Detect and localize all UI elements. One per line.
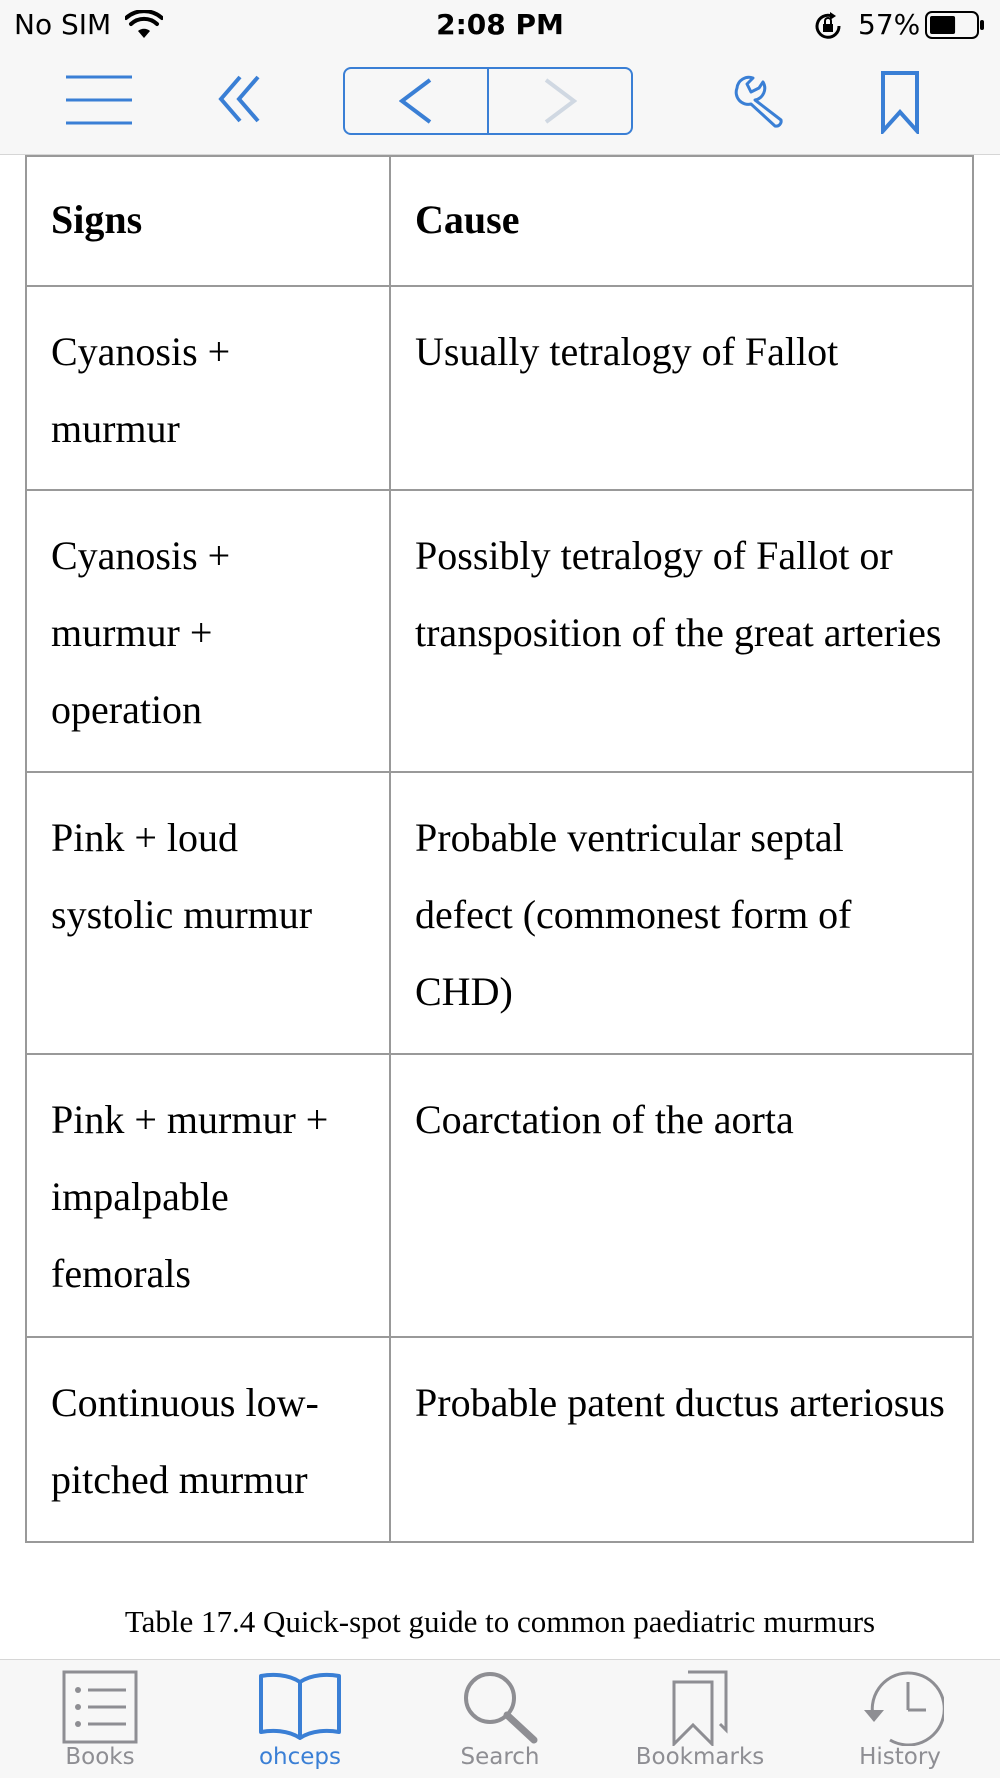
tab-label: ohceps [258,1744,342,1770]
table-row [26,286,973,490]
signs-cell: Pink + loud systolic murmur [26,772,390,1054]
status-bar [0,0,1000,50]
rotation-lock-icon [812,10,844,42]
page-navigation-control [343,67,633,135]
cause-cell: Possibly tetralogy of Fallot or transposition of the great arteries [390,490,973,772]
bookmark-icon[interactable] [880,70,920,134]
tab-label: Books [65,1744,135,1770]
tab-label: History [859,1744,941,1770]
column-header-cause: Cause [390,156,973,286]
menu-icon[interactable] [66,74,132,126]
bookmarks-icon [670,1670,730,1746]
cause-cell: Probable ventricular septal defect (commonest form of CHD) [390,772,973,1054]
table-row [26,490,973,772]
tab-ohceps[interactable] [200,1660,400,1778]
murmurs-table [25,155,974,1543]
top-toolbar [0,50,1000,155]
signs-cell: Pink + murmur + impalpable femorals [26,1054,390,1337]
clock-time: 2:08 PM [436,8,564,41]
tab-bookmarks[interactable] [600,1660,800,1778]
tab-history[interactable] [800,1660,1000,1778]
bottom-tab-bar [0,1659,1000,1778]
tab-label: Bookmarks [635,1744,765,1770]
signs-cell: Continuous low-pitched murmur [26,1337,390,1542]
battery-percentage: 57% [858,8,921,41]
carrier-label: No SIM [14,8,112,41]
signs-cell: Cyanosis + murmur [26,286,390,490]
double-chevron-left-icon[interactable] [218,74,262,124]
table-caption: Table 17.4 Quick-spot guide to common paediatric murmurs [124,1604,876,1639]
cause-cell: Usually tetralogy of Fallot [390,286,973,490]
clock-icon [856,1670,944,1746]
next-page-button[interactable] [487,69,631,133]
cause-cell: Probable patent ductus arteriosus [390,1337,973,1542]
wrench-icon[interactable] [733,74,789,130]
tab-search[interactable] [400,1660,600,1778]
chevron-left-icon [399,78,433,124]
battery-icon [925,11,985,39]
cause-cell: Coarctation of the aorta [390,1054,973,1337]
signs-cell: Cyanosis + murmur + operation [26,490,390,772]
chevron-right-icon [543,78,577,124]
magnifier-icon [462,1670,538,1744]
tab-books[interactable] [0,1660,200,1778]
tab-label: Search [460,1744,540,1770]
table-header-row [26,156,973,286]
list-icon [62,1670,138,1744]
previous-page-button[interactable] [345,69,487,133]
table-row [26,772,973,1054]
open-book-icon [258,1670,342,1740]
table-row [26,1054,973,1337]
table-row [26,1337,973,1542]
column-header-signs: Signs [26,156,390,286]
